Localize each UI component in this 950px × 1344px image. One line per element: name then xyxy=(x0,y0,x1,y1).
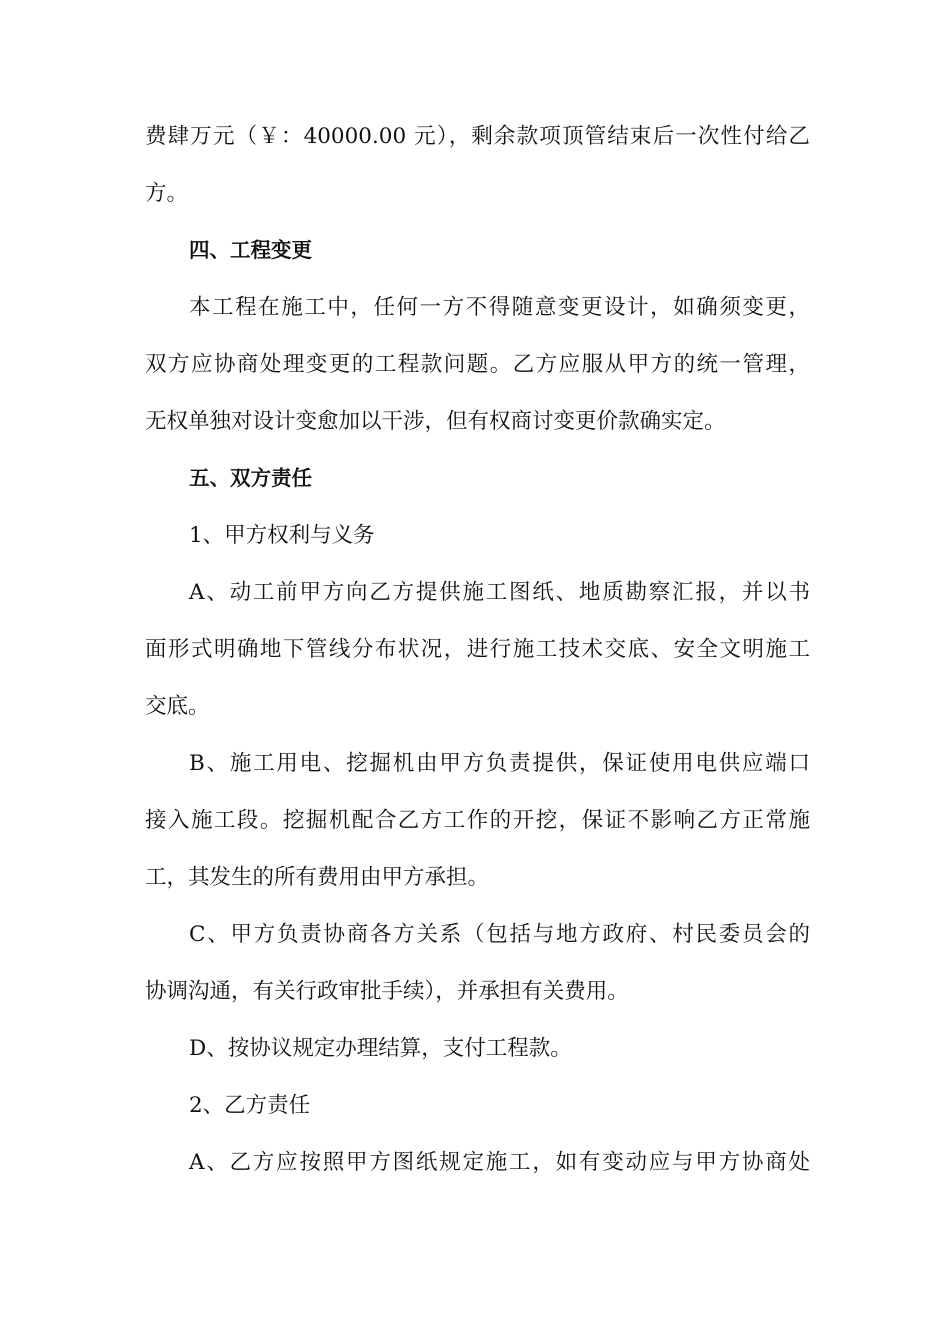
heading-text: 五、双方责任 xyxy=(189,466,312,490)
subsection-party-a-title xyxy=(145,507,810,564)
text-line: B、施工用电、挖掘机由甲方负责提供，保证使用电供应端口 xyxy=(189,751,810,776)
document-body xyxy=(145,108,810,1191)
text-line: A、乙方应按照甲方图纸规定施工，如有变动应与甲方协商处 xyxy=(189,1150,810,1175)
text-line: 工，其发生的所有费用由甲方承担。 xyxy=(145,865,490,890)
text-line: 费肆万元（￥：40000.00 元），剩余款项顶管结束后一次性付给乙 xyxy=(145,124,810,149)
text-line: D、按协议规定办理结算，支付工程款。 xyxy=(189,1036,572,1061)
text-line: 交底。 xyxy=(145,694,210,719)
text-line: 协调沟通，有关行政审批手续），并承担有关费用。 xyxy=(145,979,629,1004)
paragraph-party-a-item-b xyxy=(145,735,810,906)
text-line: C、甲方负责协商各方关系（包括与地方政府、村民委员会的 xyxy=(189,922,810,947)
paragraph-party-a-item-d xyxy=(145,1020,810,1077)
paragraph-engineering-change xyxy=(145,279,810,450)
section-heading-responsibilities xyxy=(145,450,810,507)
text-line: A、动工前甲方向乙方提供施工图纸、地质勘察汇报，并以书 xyxy=(189,580,810,605)
subsection-party-b-title xyxy=(145,1077,810,1134)
text-line: 2、乙方责任 xyxy=(189,1093,311,1118)
text-line: 1、甲方权利与义务 xyxy=(189,523,375,548)
text-line: 双方应协商处理变更的工程款问题。乙方应服从甲方的统一管理， xyxy=(145,352,810,377)
text-line: 方。 xyxy=(145,181,189,206)
heading-text: 四、工程变更 xyxy=(189,238,312,262)
section-heading-engineering-change xyxy=(145,222,810,279)
paragraph-party-b-item-a xyxy=(145,1134,810,1191)
text-line: 本工程在施工中，任何一方不得随意变更设计，如确须变更， xyxy=(189,295,810,320)
paragraph-payment-continued xyxy=(145,108,810,222)
paragraph-party-a-item-c xyxy=(145,906,810,1020)
text-line: 面形式明确地下管线分布状况，进行施工技术交底、安全文明施工 xyxy=(145,637,810,662)
text-line: 接入施工段。挖掘机配合乙方工作的开挖，保证不影响乙方正常施 xyxy=(145,808,810,833)
paragraph-party-a-item-a xyxy=(145,564,810,735)
text-line: 无权单独对设计变愈加以干涉，但有权商讨变更价款确实定。 xyxy=(145,409,726,434)
